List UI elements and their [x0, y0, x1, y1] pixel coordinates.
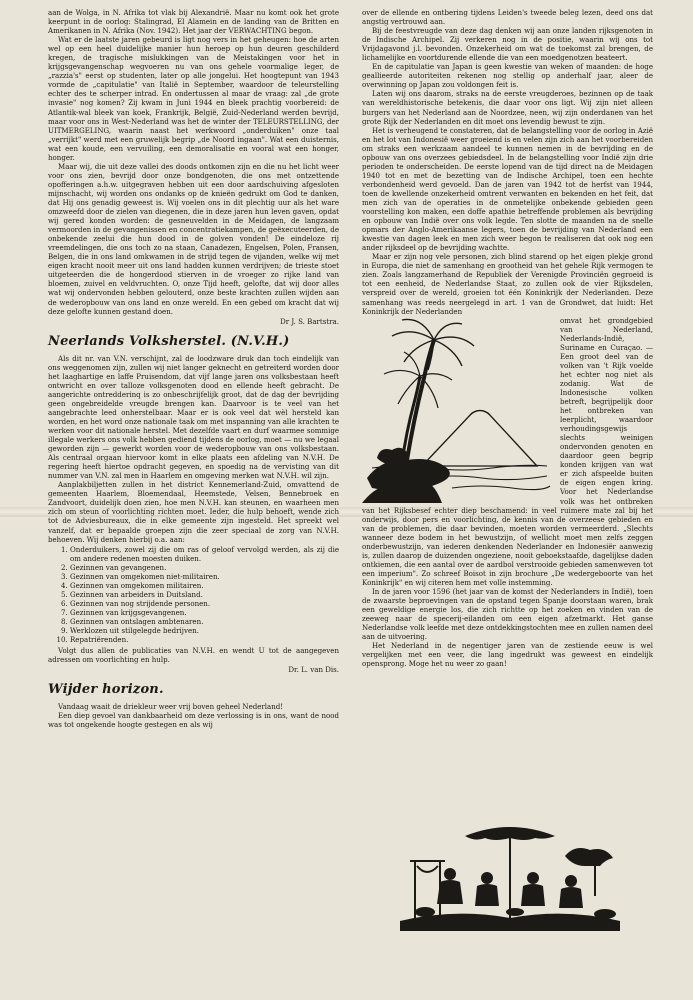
- article-paragraph: Maar wij, die uit deze vallei des doods ontkomen zijn en die nu het licht weer voor ons zien, bevrijd door onze bondgenoten, die ons met ontzettende opofferingen a.h.w. uitgegraven hebben uit een door aardschuiving afgesloten mijnschacht, wij worden ons ondanks op de knieën gedrukt om God te danken, dat Hij ons genadig geweest is. Wij voelen ons in dit plechtig uur als het ware omzweefd door de zielen van diegenen, die in deze jaren hun leven gaven, opdat wij gered konden worden: de gesneuvelden in de Meidagen, de langzaam vermoorden in de gevangenissen en concentratiekampen, de geëxecuteerden, de onbekende zeelui die hun dood in de golven vonden! De eindeloze rij vreemdelingen, die ons toch zo na staan, Canadezen, Engelsen, Polen, Fransen, Belgen, die in ons land omkwamen in de strijd tegen de vijanden, welke wij met eigen kracht nooit meer uit ons land hadden kunnen verdrijven; de trieste stoet uitgeteerden die de hongerdood stierven in de vroeger zo rijke land van bloemen, zuivel en veldvruchten. O, onze Tijd heeft, gelofte, dat wij door alles wat wij ondervonden hebben gelouterd, onze beste krachten zullen wijden aan de wederopbouw van ons land en onze wereld. En een gebed om kracht dat wij deze gelofte kunnen gestand doen.: [48, 161, 339, 316]
- article-paragraph: Wat er de laatste jaren gebeurd is ligt nog vers in het geheugen: hoe de arten wel op een heel duidelijke manier hun heroep op hun deuren geschilderd kregen, de tragische mislukkingen van de Meistakingen voor het in krijgsgevangenschap wegvoeren nu van ons gehele voormalige leger, de „razzia's" eerst op studenten, later op alle jongelui. Het hoogtepunt van 1943 vormde de „capitulatie" van Italië in September, waardoor de teleurstelling echter des te scherper intrad. En ondertussen al maar de vraag: zal „de grote invasie" nog komen? Zij kwam in Juni 1944 en bleek prachtig voorbereid: de Atlantik-wal bleek van koek, Frankrijk, België, Zuid-Nederland werden bevrijd, maar voor ons in West-Nederland was het de winter der TELEURSTELLING, der UITMERGELING, waarin naast het werkwoord „onderduiken" onze taal „verrijkt" werd met een gruwelijk begrip „de Noord ingaan". Wat een duisternis, wat een koude, een vervuiling, een demoralisatie en vooral wat een honger, honger.: [48, 35, 339, 162]
- list-item: 8. Gezinnen van ontslagen ambtenaren.: [70, 617, 339, 626]
- aid-groups-list: [48, 545, 339, 645]
- list-item: 10. Repatriërenden.: [70, 635, 339, 644]
- left-column: [48, 8, 339, 729]
- article-paragraph: In de jaren voor 1596 (het jaar van de komst der Nederlanders in Indië), toen de zwaarste beproevingen van de opstand tegen Spanje doorstaan waren, brak een geweldige energie los, die zich richtte op het zoeken en vinden van de zeeweg naar de specerij-eilanden om een eigen afzetmarkt. Het ganse Nederlandse volk leefde met deze ontdekkingstochten mee en zullen namen deel aan de uitvoering.: [362, 587, 653, 642]
- section-title-horizon: Wijder horizon.: [48, 682, 164, 698]
- article-paragraph: Aanplakbiljetten zullen in het district Kennemerland-Zuid, omvattend de gemeenten Haarlem, Bloemendaal, Heemstede, Velsen, Bennebroek en Zandvoort, duidelijk doen zien, hoe men N.V.H. kan steunen, en waarheen men zich om steun of voorlichting richten moet. Ieder, die hulp behoeft, wende zich tot de Adviesbureaux, die in elke gemeente zijn ingesteld. Het spreekt wel vanzelf, dat er bepaalde groepen zijn die zeer speciaal de zorg van N.V.H. behoeven. Wij denken hierbij o.a. aan:: [48, 480, 339, 544]
- illustrated-wrap-section: [362, 316, 653, 587]
- market-stall-illustration: [395, 826, 625, 936]
- list-item: 9. Werklozen uit stilgelegde bedrijven.: [70, 626, 339, 635]
- article-paragraph: Volgt dus allen de publicaties van N.V.H. en wendt U tot de aangegeven adressen om voorlichting en hulp.: [48, 646, 339, 665]
- article-paragraph: Laten wij ons daarom, straks na de eerste vreugderoes, bezinnen op de taak van wereldhistorische betekenis, die daar voor ons ligt. Wij zijn niet alleen burgers van het Nederland aan de Noordzee, neen, wij zijn onderdanen van het grote Rijk der Nederlanden en dit moet ons levendig bewust te zijn.: [362, 89, 653, 126]
- article-paragraph: aan de Wolga, in N. Afrika tot vlak bij Alexandrië. Maar nu komt ook het grote keerpunt in de oorlog: Stalingrad, El Alamein en de landing van de Britten en Amerikanen in N. Afrika (Nov. 1942). Het jaar der VERWACHTING begon.: [48, 8, 339, 36]
- section-title-nvh: Neerlands Volksherstel. (N.V.H.): [48, 333, 290, 349]
- article-paragraph: Het Nederland in de negentiger jaren van de zestiende eeuw is wel vergelijken met een veer, die lang ingedrukt was geweest en eindelijk opensprong. Moge het nu weer zo gaan!: [362, 641, 653, 669]
- wrapped-paragraph: omvat het grondgebied van Nederland, Nederlands-Indië, Suriname en Curaçao. — Een groot deel van de volken van 't Rijk voelde het echter nog niet als zodanig. Wat de Indonesische volken betreft, begrijpelijk door het ontbreken van leerplicht, waardoor verhoudingsgewijs slechts weinigen ondervonden genoten en daardoor geen begrip konden krijgen van wat er zich afspeelde buiten de eigen engen kring. Voor het Nederlandse volk was het ontbreken van het Rijksbesef echter diep beschamend: in veel ruimere mate zal bij het onderwijs, door pers en voorlichting, de kennis van de overzeese gebieden en van de problemen, die daar bevinden, moeten worden vermeerderd. „Slechts wanneer deze bodem in het bewustzijn, of wellicht moet men zelfs zeggen onderbewustzijn, van iederen denkenden Nederlander en Indonesiër aanwezig is, zullen daarop de duizenden ongeziene, nooit geboekstaafde, dagelijkse daden ontkiemen, die een aantal over de aardbol verstrooide gebieden samenweven tot een imperium". Zo schreef Boisot in zijn brochure „De wedergeboorte van het Koninkrijk" en wij citeren hem met volle instemming.: [362, 315, 653, 587]
- right-column: [362, 8, 653, 668]
- list-item: 1. Onderduikers, zowel zij die om ras of geloof vervolgd werden, als zij die om andere redenen moesten duiken.: [70, 545, 339, 563]
- list-item: 6. Gezinnen van nog strijdende personen.: [70, 599, 339, 608]
- list-item: 5. Gezinnen van arbeiders in Duitsland.: [70, 590, 339, 599]
- list-item: 4. Gezinnen van omgekomen militairen.: [70, 581, 339, 590]
- palm-tree-volcano-illustration: [362, 318, 552, 503]
- author-signature: Dr. L. van Dis.: [288, 665, 339, 675]
- article-paragraph: Maar er zijn nog vele personen, zich blind starend op het eigen plekje grond in Europa, die niet de samenhang en grootheid van het gehele Rijk vermogen te zien. Zoals langzamerhand de Republiek der Verenigde Provinciën gegroeid is tot een eenheid, de Nederlandse Staat, zo zullen ook de vier Rijksdelen, verspreid over de wereld, groeien tot één Koninkrijk der Nederlanden. Deze samenhang was reeds neergelegd in art. 1 van de Grondwet, dat luidt: Het Koninkrijk der Nederlanden: [362, 252, 653, 316]
- article-paragraph: Als dit nr. van V.N. verschijnt, zal de loodzware druk dan toch eindelijk van ons weggenomen zijn, zullen wij niet langer geknecht en getreiterd worden door het laaghartige en laffe Pruisendom, dat vijf lange jaren ons volksbestaan heeft ontwricht en over talloze volksgenoten dood en ellende heeft gebracht. De aangerichte ontredderinq is zo onbeschrijfelijk groot, dat de dag der bevrijding geen ongebreidelde vreugde brengen kan. Daarvoor is te veel van het aangebrachte leed onherstelbaar. Maar er is ook veel dat wèl hersteld kan worden, en het word onze nationale taak om met inspanning van alle krachten te werken voor dit nationale herstel. Met dezelfde vaart en durf waarmee sommige illegale werkers ons volk hebben gediend tijdens de oorlog, moet — nu we legaal geworden zijn — gewerkt worden voor de wederopbouw van ons volksbestaan. Als centraal orgaan hiervoor komt in elke plaats een afdeling van N.V.H. De regering heeft hiertoe opdracht gegeven, en spoedig na de vervisting van dit nummer van V.N. zal men in Haarlem en omgeving merken wat N.V.H. wil zijn.: [48, 353, 339, 481]
- article-paragraph: Een diep gevoel van dankbaarheid om deze verlossing is in ons, want de nood was tot ongekende hoogte gestegen en als wij: [48, 711, 339, 730]
- article-paragraph: Het is verheugend te constateren, dat de belangstelling voor de oorlog in Azië en het lot van Indonesië weer groeiend is en velen zijn zich aan het voorbereiden om straks een werkzaam aandeel te kunnen nemen in de bevrijding en de opbouw van ons overzees gebiedsdeel. In de belangstelling voor Indië zijn drie perioden te onderscheiden. De eerste lopend van de tijd direct na de Meidagen 1940 tot en met de bezetting van de Indische Archipel, toen een hechte verbondenheid werd gevoeld. Dan de jaren van 1942 tot de herfst van 1944, toen de kwellende onzekerheid omtrent verwanten en bekenden en het feit, dat men zich van de operaties in de onmetelijke onbekende gebieden geen voorstelling kon maken, een doffe apathie betreffende problemen als bevrijding en opbouw van Indië over ons volk legde. Ten slotte de maanden na de snelle opmars der Anglo-Amerikaanse legers, toen de bevrijding van Nederland een kwestie van dagen leek en men zich weer begon te realiseren dat ook nog een ander rijksdeel op de bevrijding wachtte.: [362, 125, 653, 253]
- list-item: 2. Gezinnen van gevangenen.: [70, 563, 339, 572]
- list-item: 7. Gezinnen van krijgsgevangenen.: [70, 608, 339, 617]
- article-paragraph: En de capitulatie van Japan is geen kwestie van weken of maanden: de hoge geallieerde autoriteiten rekenen nog stellig op anderhalf jaar, aleer de overwinning op Japan zou voldongen feit is.: [362, 62, 653, 90]
- author-signature: Dr J. S. Bartstra.: [280, 316, 339, 326]
- article-paragraph: over de ellende en ontbering tijdens Leiden's tweede beleg lezen, deed ons dat angstig vertrouwd aan.: [362, 8, 653, 27]
- article-paragraph: Vandaag waait de driekleur weer vrij boven geheel Nederland!: [58, 702, 284, 712]
- article-paragraph: Bij de feestvreugde van deze dag denken wij aan onze landen rijksgenoten in de Indische Archipel. Zij verkeren nog in de positie, waarin wij ons tot Vrijdagavond j.l. bevonden. Onzekerheid om wat de toekomst zal brengen, de lichamelijke en voortdurende ellende die van een moedgenotzen beateert.: [362, 26, 653, 63]
- list-item: 3. Gezinnen van omgekomen niet-militairen.: [70, 572, 339, 581]
